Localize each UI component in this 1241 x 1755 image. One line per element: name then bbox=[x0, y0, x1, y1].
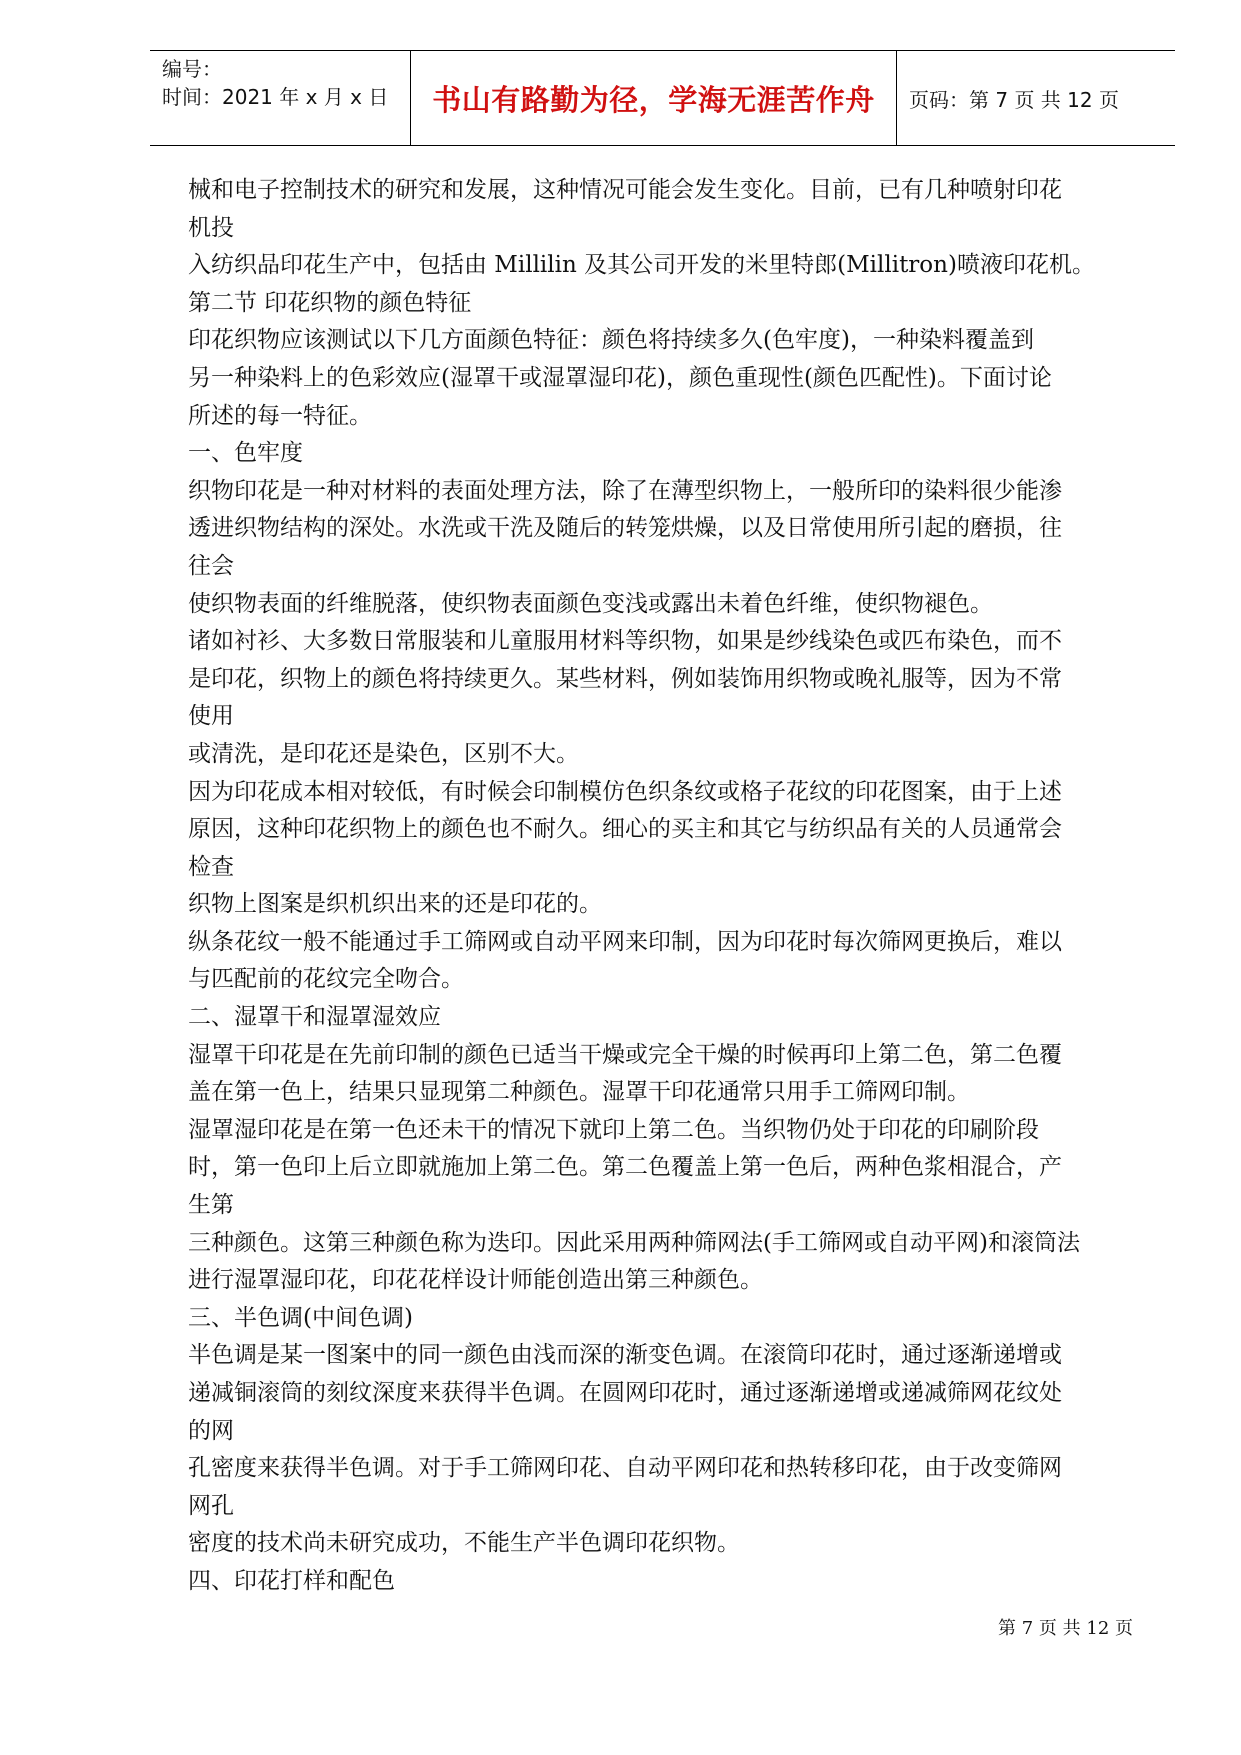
body-text-line: 使织物表面的纤维脱落，使织物表面颜色变浅或露出未着色纤维，使织物褪色。 bbox=[188, 590, 993, 617]
header-page-cell bbox=[897, 51, 1175, 145]
body-text-line: 孔密度来获得半色调。对于手工筛网印花、自动平网印花和热转移印花，由于改变筛网 bbox=[188, 1455, 1062, 1482]
body-text-line: 使用 bbox=[188, 703, 234, 730]
header-page-info: 页码：第 7 页 共 12 页 bbox=[909, 87, 1119, 112]
body-text-line: 另一种染料上的色彩效应(湿罩干或湿罩湿印花)，颜色重现性(颜色匹配性)。下面讨论 bbox=[188, 364, 1052, 391]
document-body bbox=[188, 172, 1148, 1601]
body-text-line: 一、色牢度 bbox=[188, 440, 303, 467]
body-text-line: 是印花，织物上的颜色将持续更久。某些材料，例如装饰用织物或晚礼服等，因为不常 bbox=[188, 665, 1062, 692]
body-text-line: 往会 bbox=[188, 552, 234, 579]
body-text-line: 湿罩干印花是在先前印制的颜色已适当干燥或完全干燥的时候再印上第二色，第二色覆 bbox=[188, 1041, 1062, 1068]
body-text-line: 三、半色调(中间色调) bbox=[188, 1304, 413, 1331]
body-text-line: 的网 bbox=[188, 1417, 234, 1444]
body-text-line: 诸如衬衫、大多数日常服装和儿童服用材料等织物，如果是纱线染色或匹布染色，而不 bbox=[188, 628, 1062, 655]
body-text-line: 因为印花成本相对较低，有时候会印制模仿色织条纹或格子花纹的印花图案，由于上述 bbox=[188, 778, 1062, 805]
body-text-line: 检查 bbox=[188, 853, 234, 880]
body-text-line: 透进织物结构的深处。水洗或干洗及随后的转笼烘燥，以及日常使用所引起的磨损，往 bbox=[188, 515, 1062, 542]
body-text-line: 械和电子控制技术的研究和发展，这种情况可能会发生变化。目前，已有几种喷射印花 bbox=[188, 177, 1062, 203]
body-text-line: 生第 bbox=[188, 1192, 234, 1219]
body-text-line: 纵条花纹一般不能通过手工筛网或自动平网来印制，因为印花时每次筛网更换后，难以 bbox=[188, 928, 1062, 955]
body-text-line: 递减铜滚筒的刻纹深度来获得半色调。在圆网印花时，通过逐渐递增或递减筛网花纹处 bbox=[188, 1380, 1062, 1406]
header-motto-cell bbox=[410, 51, 897, 145]
document-number-label: 编号： bbox=[162, 57, 222, 81]
body-text-line: 第二节 印花织物的颜色特征 bbox=[188, 289, 472, 316]
body-text-line: 印花织物应该测试以下几方面颜色特征：颜色将持续多久(色牢度)，一种染料覆盖到 bbox=[188, 327, 1034, 354]
body-text-line: 网孔 bbox=[188, 1492, 234, 1519]
body-text-line: 三种颜色。这第三种颜色称为迭印。因此采用两种筛网法(手工筛网或自动平网)和滚筒法 bbox=[188, 1229, 1080, 1256]
body-text-line: 入纺织品印花生产中，包括由 Millilin 及其公司开发的米里特郎(Millitron)喷液印花机。 bbox=[188, 252, 1095, 279]
body-text-line: 织物上图案是织机织出来的还是印花的。 bbox=[188, 891, 602, 918]
body-text-line: 半色调是某一图案中的同一颜色由浅而深的渐变色调。在滚筒印花时，通过逐渐递增或 bbox=[188, 1342, 1062, 1369]
header-motto: 书山有路勤为径，学海无涯苦作舟 bbox=[432, 82, 875, 117]
body-text-line: 所述的每一特征。 bbox=[188, 402, 372, 429]
body-text-line: 织物印花是一种对材料的表面处理方法，除了在薄型织物上，一般所印的染料很少能渗 bbox=[188, 477, 1062, 504]
body-text-line: 时，第一色印上后立即就施加上第二色。第二色覆盖上第一色后，两种色浆相混合，产 bbox=[188, 1154, 1062, 1181]
body-text-line: 二、湿罩干和湿罩湿效应 bbox=[188, 1004, 441, 1031]
document-time-label: 时间：2021 年 x 月 x 日 bbox=[162, 85, 389, 109]
page-footer: 第 7 页 共 12 页 bbox=[998, 1618, 1133, 1639]
body-text-line: 机投 bbox=[188, 214, 234, 241]
body-text-line: 原因，这种印花织物上的颜色也不耐久。细心的买主和其它与纺织品有关的人员通常会 bbox=[188, 816, 1062, 843]
body-text-line: 密度的技术尚未研究成功，不能生产半色调印花织物。 bbox=[188, 1530, 740, 1557]
body-text-line: 湿罩湿印花是在第一色还未干的情况下就印上第二色。当织物仍处于印花的印刷阶段 bbox=[188, 1116, 1039, 1143]
body-text-line: 盖在第一色上，结果只显现第二种颜色。湿罩干印花通常只用手工筛网印制。 bbox=[188, 1079, 970, 1106]
page-header bbox=[150, 50, 1175, 146]
body-text-line: 或清洗，是印花还是染色，区别不大。 bbox=[188, 740, 579, 767]
body-text-line: 与匹配前的花纹完全吻合。 bbox=[188, 966, 464, 993]
header-meta bbox=[150, 51, 410, 145]
body-text-line: 进行湿罩湿印花，印花花样设计师能创造出第三种颜色。 bbox=[188, 1267, 763, 1294]
body-text-line: 四、印花打样和配色 bbox=[188, 1567, 395, 1594]
